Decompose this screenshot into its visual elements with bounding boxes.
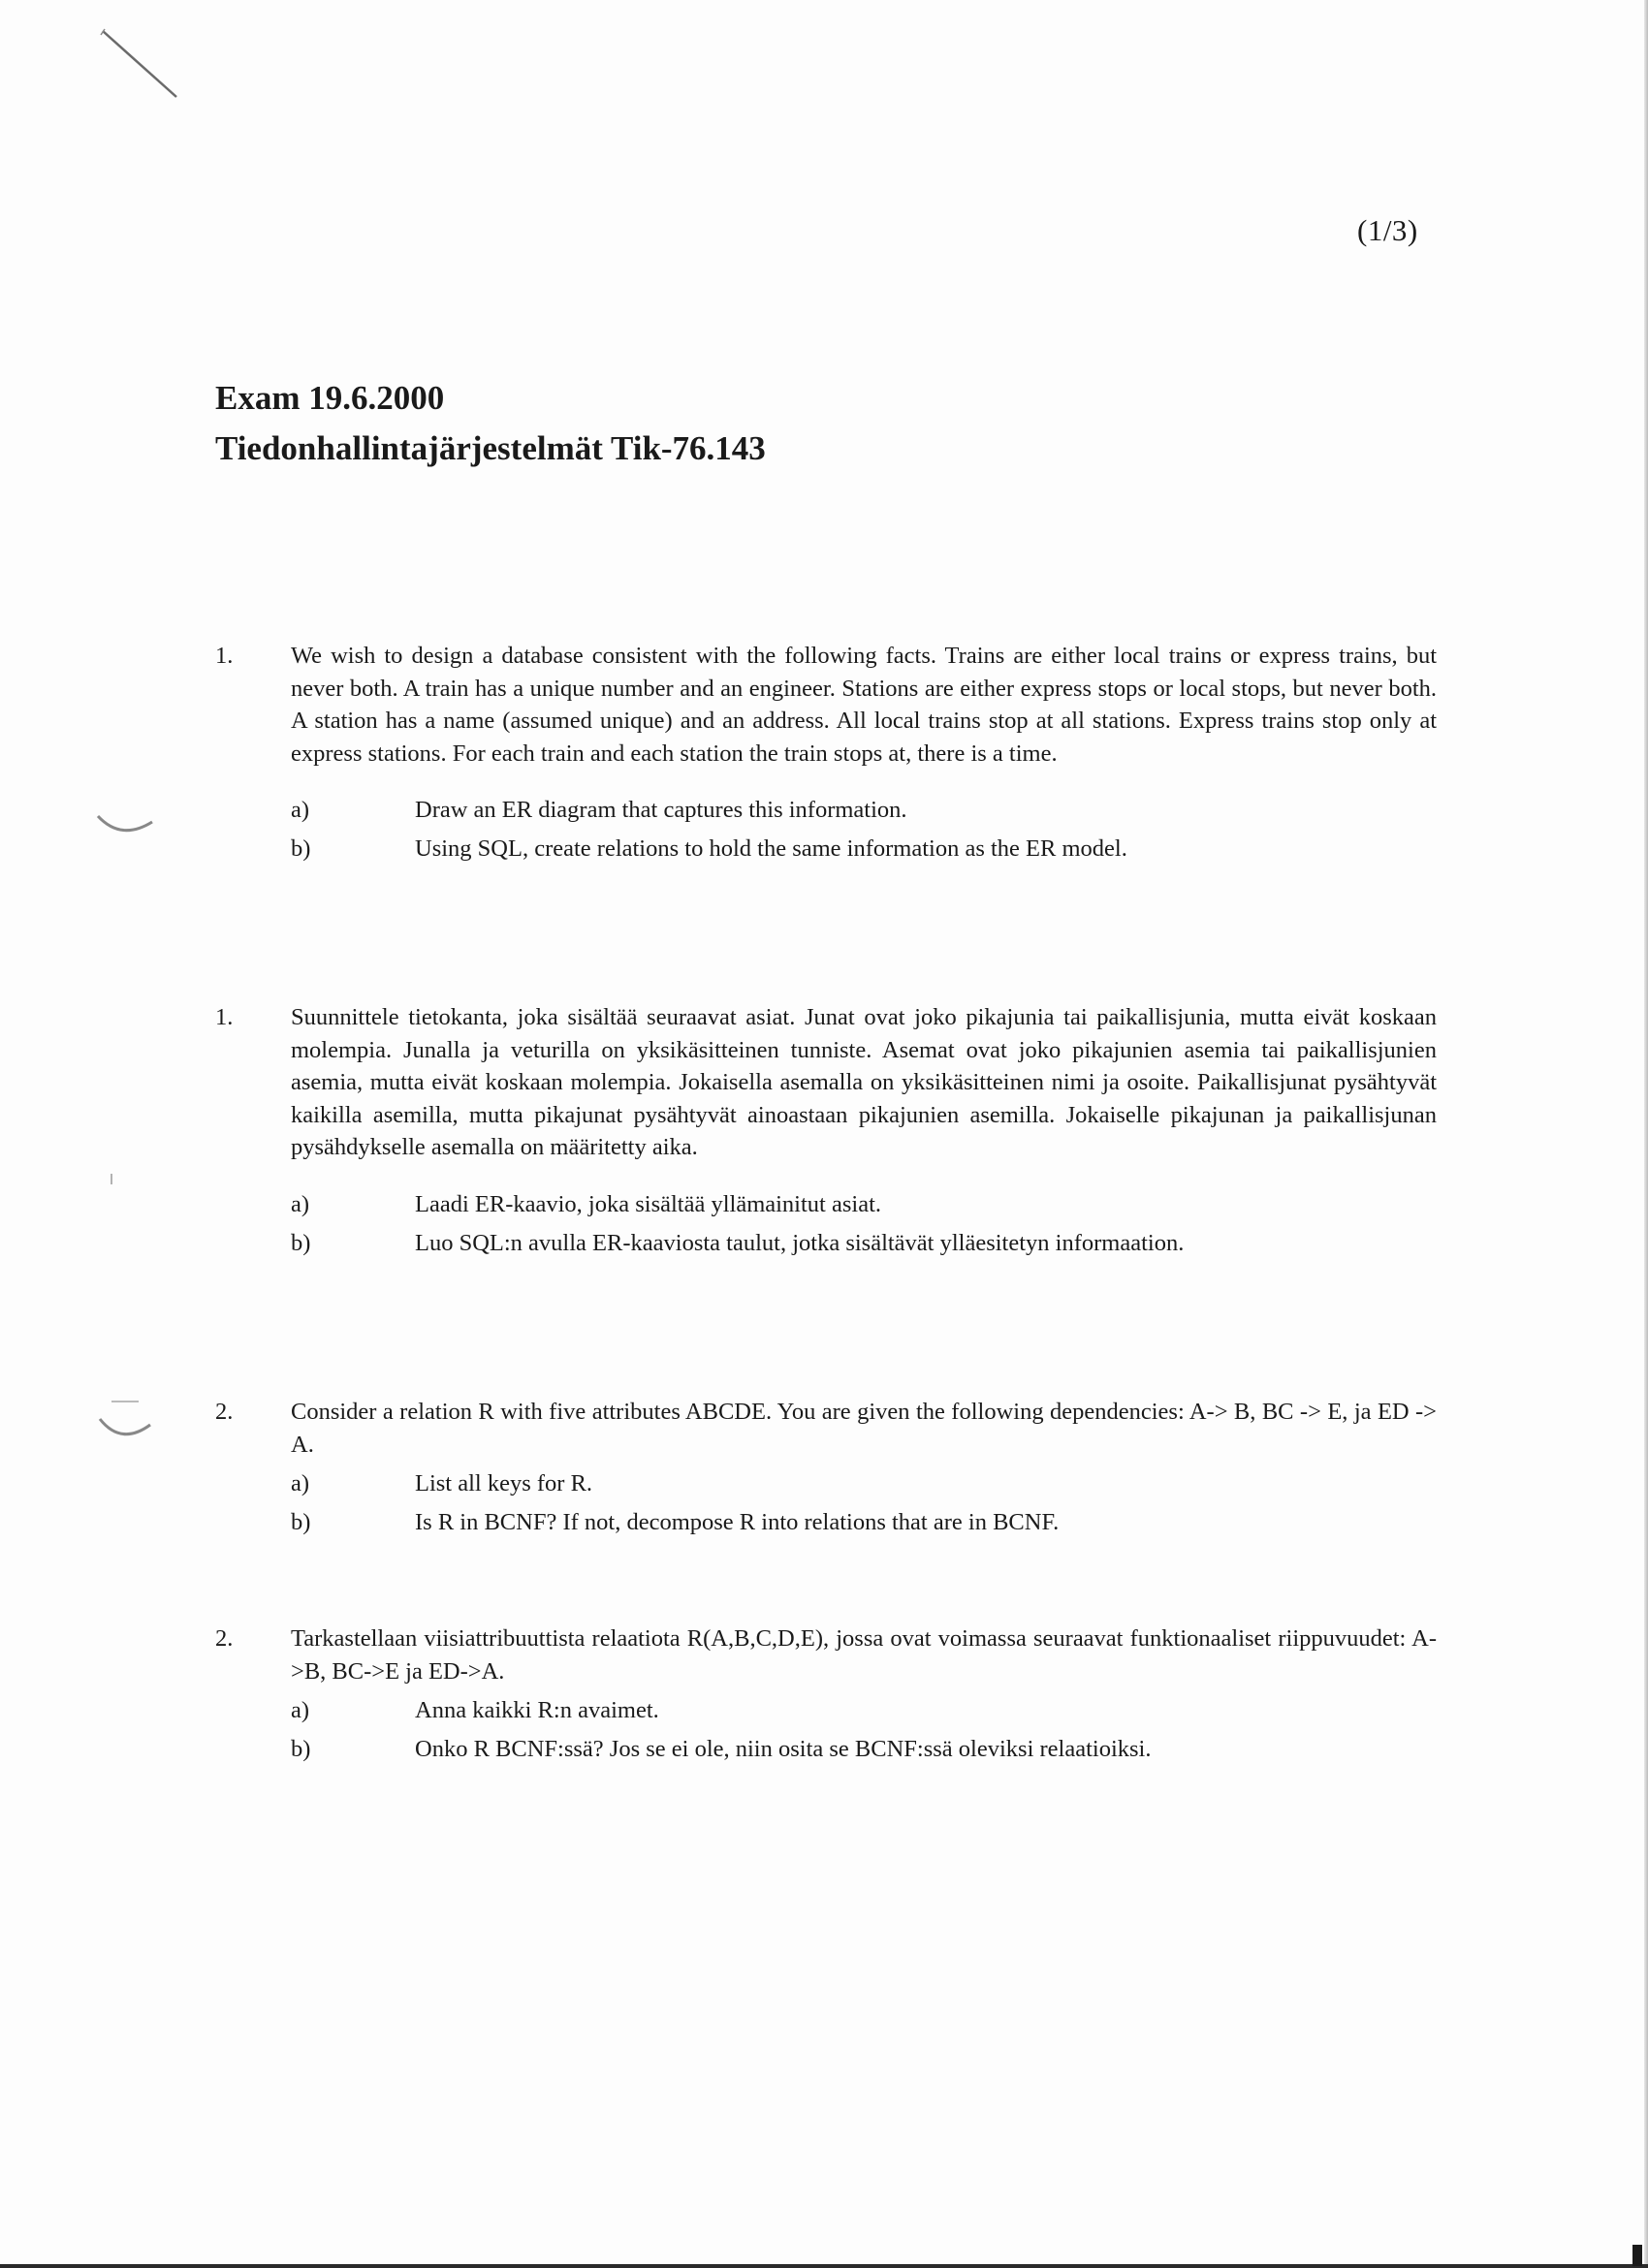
sub-question: [291, 830, 1437, 868]
sub-question-letter: b): [291, 1229, 311, 1256]
scan-edge-right: [1644, 0, 1648, 2268]
sub-question-letter: a): [291, 1190, 310, 1217]
scan-edge-bottom: [0, 2264, 1648, 2268]
sub-question: [291, 1691, 1437, 1730]
sub-question: [291, 1503, 1437, 1542]
question-number: 2.: [215, 1625, 234, 1652]
sub-question: [291, 1185, 1437, 1224]
scan-speck: [109, 1173, 114, 1186]
sub-question-text: Using SQL, create relations to hold the same information as the ER model.: [415, 835, 1127, 862]
question-text: We wish to design a database consistent with the following facts. Trains are either local trains or express trains, but never both. A train has a unique number and an engineer. Stations are either express stops or local stops, but never both. A station has a name (assumed unique) and an address. All local trains stop at all stations. Express trains stop only at express stations. For each train and each station the train stops at, there is a time.: [291, 643, 1437, 767]
question-2-finnish: [215, 1622, 1437, 1769]
question-number: 1.: [215, 643, 234, 669]
question-number: 2.: [215, 1399, 234, 1425]
exam-date-title: Exam 19.6.2000: [215, 379, 445, 417]
question-1-finnish: [215, 1001, 1437, 1263]
sub-question-list: [291, 1185, 1437, 1263]
question-text: Tarkastellaan viisiattribuuttista relaatiota R(A,B,C,D,E), jossa ovat voimassa seuraavat funktionaaliset riippuvuudet: A->B, BC->E ja ED->A.: [291, 1625, 1437, 1685]
sub-question-text: List all keys for R.: [415, 1470, 593, 1496]
exam-title: [215, 373, 766, 474]
question-text: Consider a relation R with five attributes ABCDE. You are given the following dependencies: A-> B, BC -> E, ja ED -> A.: [291, 1399, 1437, 1458]
sub-question: [291, 1224, 1437, 1263]
sub-question-list: [291, 1465, 1437, 1542]
sub-question-letter: b): [291, 1736, 311, 1762]
sub-question-letter: a): [291, 797, 310, 823]
sub-question-text: Is R in BCNF? If not, decompose R into relations that are in BCNF.: [415, 1509, 1060, 1535]
question-text: Suunnittele tietokanta, joka sisältää seuraavat asiat. Junat ovat joko pikajunia tai paikallisjunia, mutta eivät koskaan molempia. Junalla ja veturilla on yksikäsitteinen tunniste. Asemat ovat joko pikajunien asemia tai paikallisjunien asemia, mutta eivät koskaan molempia. Jokaisella asemalla on yksikäsitteinen nimi ja osoite. Paikallisjunat pysähtyvät kaikilla asemilla, mutta pikajunat pysähtyvät ainoastaan pikajunien asemilla. Jokaiselle pikajunan ja paikallisjunan pysähdykselle asemalla on määritetty aika.: [291, 1004, 1437, 1160]
punch-hole-mark-lower: [92, 1396, 160, 1454]
sub-question: [291, 791, 1437, 830]
punch-hole-mark-upper: [92, 804, 160, 848]
sub-question: [291, 1730, 1437, 1769]
page-number: (1/3): [1357, 213, 1418, 247]
sub-question: [291, 1465, 1437, 1503]
sub-question-list: [291, 791, 1437, 868]
question-2-english: [215, 1396, 1437, 1542]
scan-corner-mark: [1632, 2245, 1642, 2266]
sub-question-letter: a): [291, 1470, 310, 1496]
sub-question-letter: b): [291, 1509, 311, 1535]
sub-question-list: [291, 1691, 1437, 1769]
question-1-english: [215, 640, 1437, 868]
staple-mark: [97, 27, 184, 105]
sub-question-text: Luo SQL:n avulla ER-kaaviosta taulut, jotka sisältävät ylläesitetyn informaation.: [415, 1229, 1185, 1256]
sub-question-text: Onko R BCNF:ssä? Jos se ei ole, niin osita se BCNF:ssä oleviksi relaatioiksi.: [415, 1736, 1152, 1762]
sub-question-letter: b): [291, 835, 311, 862]
sub-question-text: Draw an ER diagram that captures this information.: [415, 797, 907, 823]
sub-question-letter: a): [291, 1697, 310, 1723]
question-number: 1.: [215, 1004, 234, 1030]
course-title: Tiedonhallintajärjestelmät Tik-76.143: [215, 429, 766, 467]
sub-question-text: Laadi ER-kaavio, joka sisältää yllämainitut asiat.: [415, 1190, 882, 1217]
sub-question-text: Anna kaikki R:n avaimet.: [415, 1697, 659, 1723]
